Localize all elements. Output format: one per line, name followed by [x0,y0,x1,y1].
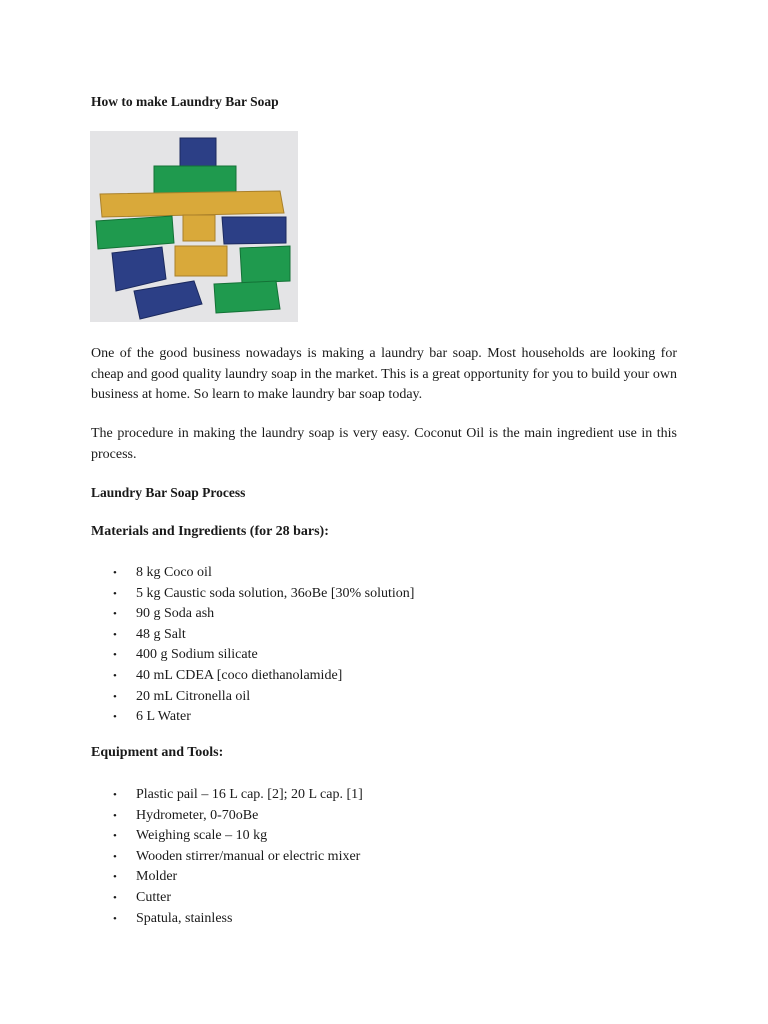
bullet-icon: • [113,669,117,682]
list-item [91,867,363,888]
tool-text: Hydrometer, 0-70oBe [136,807,259,823]
bullet-icon: • [113,567,117,579]
list-item [91,625,414,646]
bullet-icon: • [113,587,117,600]
soap-bar-yellow-long [100,191,284,217]
soap-bar-yellow-small [183,215,215,241]
list-item [91,826,363,847]
ingredient-text: 48 g Salt [136,626,186,642]
bullet-icon: • [113,850,117,863]
list-item [91,847,363,868]
soap-bar-green-top [154,166,236,194]
bullet-icon: • [113,649,117,662]
soap-bar-green-bottom [214,281,280,313]
tool-text: Weighing scale – 10 kg [136,828,268,844]
soap-bar-green-right [240,246,290,283]
tool-text: Spatula, stainless [136,910,233,926]
document-title: How to make Laundry Bar Soap [91,94,279,109]
list-item [91,909,363,930]
list-item [91,604,414,625]
soap-bar-blue-right [222,217,286,244]
bullet-icon: • [113,789,117,801]
list-item [91,645,414,666]
soap-bar-blue-top [180,138,216,166]
soap-photo [90,131,298,322]
equipment-heading: Equipment and Tools: [91,745,224,760]
ingredient-text: 5 kg Caustic soda solution, 36oBe [30% solution] [136,585,415,601]
soap-bar-yellow-mid [175,246,227,276]
procedure-paragraph: The procedure in making the laundry soap is very easy. Coconut Oil is the main ingredient use in this process. [91,426,677,462]
bullet-icon: • [113,690,117,703]
tool-text: Molder [136,869,178,885]
process-heading: Laundry Bar Soap Process [91,485,246,500]
materials-heading: Materials and Ingredients (for 28 bars): [91,524,329,539]
soap-bar-green-left [96,216,174,249]
bullet-icon: • [113,809,117,822]
tool-text: Cutter [136,889,171,905]
bullet-icon: • [113,608,117,621]
ingredient-text: 90 g Soda ash [136,606,215,622]
bullet-icon: • [113,711,117,724]
tool-text: Wooden stirrer/manual or electric mixer [136,848,361,864]
bullet-icon: • [113,830,117,843]
ingredients-list [91,563,414,728]
list-item [91,888,363,909]
intro-paragraph: One of the good business nowadays is making a laundry bar soap. Most households are looking for cheap and good quality laundry soap in the market. This is a great opportunity for you to build your own business at home. So learn to make laundry bar soap today. [91,346,677,402]
ingredient-text: 20 mL Citronella oil [136,688,251,704]
bullet-icon: • [113,871,117,884]
ingredient-text: 40 mL CDEA [coco diethanolamide] [136,667,343,683]
ingredient-text: 400 g Sodium silicate [136,647,258,663]
bullet-icon: • [113,912,117,925]
list-item [91,666,414,687]
list-item [91,687,414,708]
ingredient-text: 6 L Water [136,709,191,725]
tool-text: Plastic pail – 16 L cap. [2]; 20 L cap. [1] [136,787,363,802]
tools-list [91,785,363,929]
list-item [91,806,363,827]
list-item [91,563,414,584]
list-item [91,785,363,806]
list-item [91,584,414,605]
bullet-icon: • [113,891,117,904]
soap-bars-illustration [90,131,298,322]
list-item [91,707,414,728]
bullet-icon: • [113,628,117,641]
ingredient-text: 8 kg Coco oil [136,565,212,580]
